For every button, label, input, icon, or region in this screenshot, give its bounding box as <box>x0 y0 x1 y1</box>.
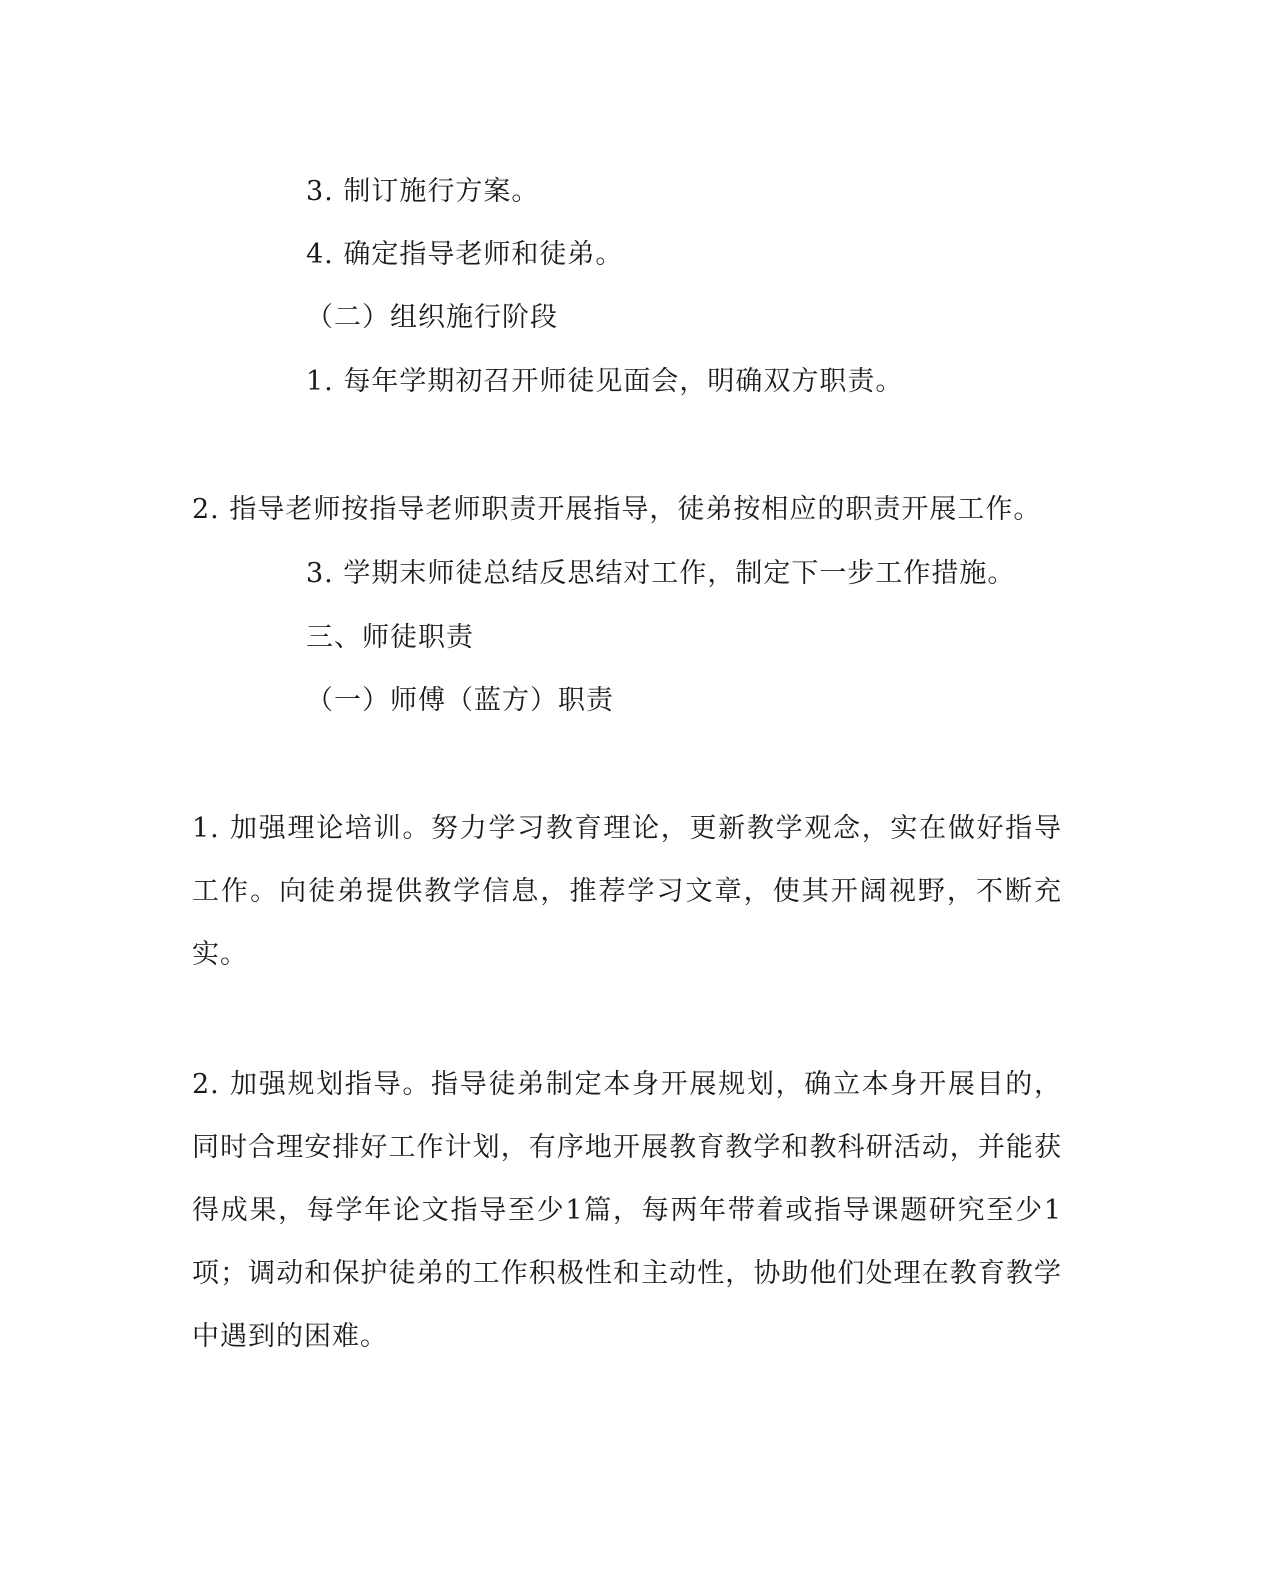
subsection-heading-mentor-duties: （一）师傅（蓝方）职责 <box>306 685 614 716</box>
paragraph-theory-training: 1. 加强理论培训。努力学习教育理论，更新教学观念，实在做好指导工作。向徒弟提供教学信息，推荐学习文章，使其开阔视野，不断充实。 <box>192 813 1062 970</box>
paragraph-planning-guidance: 2. 加强规划指导。指导徒弟制定本身开展规划，确立本身开展目的，同时合理安排好工作计划，有序地开展教育教学和教科研活动，并能获得成果，每学年论文指导至少1篇，每两年带着或指导课题研究至少1项；调动和保护徒弟的工作积极性和主动性，协助他们处理在教育教学中遇到的困难。 <box>192 1069 1062 1352</box>
text-line-step-2-guidance: 2. 指导老师按指导老师职责开展指导，徒弟按相应的职责开展工作。 <box>192 494 1042 525</box>
text-line-step-3-summary: 3. 学期末师徒总结反思结对工作，制定下一步工作措施。 <box>306 558 1016 589</box>
text-line-step-1-meeting: 1. 每年学期初召开师徒见面会，明确双方职责。 <box>306 366 904 397</box>
section-heading-duties: 三、师徒职责 <box>306 622 474 653</box>
text-line-step-3-plan: 3. 制订施行方案。 <box>306 176 540 207</box>
text-line-step-4-mentor: 4. 确定指导老师和徒弟。 <box>306 239 624 270</box>
section-heading-organize: （二）组织施行阶段 <box>306 302 558 333</box>
